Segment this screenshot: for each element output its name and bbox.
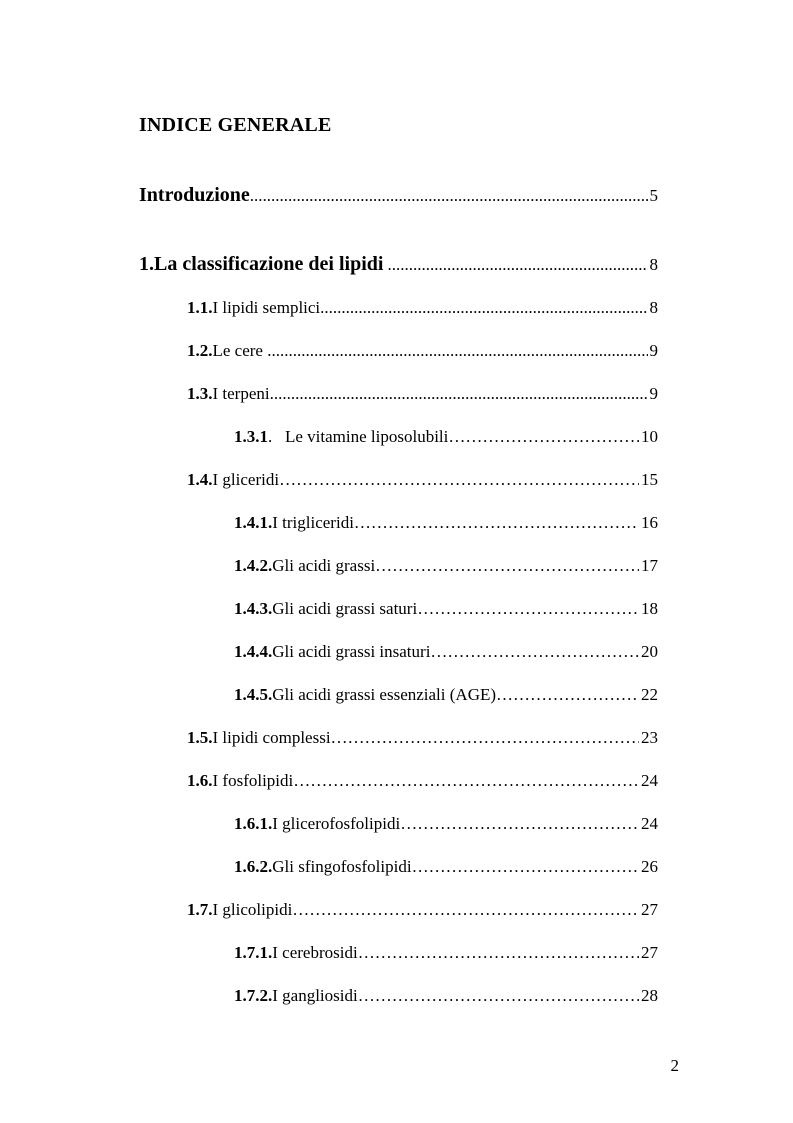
toc-label: I terpeni xyxy=(212,384,270,403)
toc-page: 8 xyxy=(649,298,658,317)
toc-entry[interactable] xyxy=(234,598,658,620)
toc-page: 24 xyxy=(641,814,658,833)
toc-number: 1.4.5. xyxy=(234,685,273,704)
toc-page: 27 xyxy=(641,943,658,962)
toc-label: Gli acidi grassi insaturi xyxy=(272,642,431,661)
toc-leader xyxy=(270,383,648,405)
toc-label: I lipidi complessi xyxy=(212,728,331,747)
toc-label: Gli acidi grassi saturi xyxy=(272,599,418,618)
toc-leader xyxy=(250,185,648,207)
toc-entry[interactable] xyxy=(187,469,658,491)
toc-number: 1.7. xyxy=(187,900,213,919)
toc-number: 1.6.2. xyxy=(234,857,273,876)
toc-label: Introduzione xyxy=(139,184,250,206)
toc-page: 9 xyxy=(649,384,658,403)
toc-leader xyxy=(375,555,639,577)
toc-number: 1.4.1. xyxy=(234,513,273,532)
toc-entry-introduzione[interactable] xyxy=(139,184,658,207)
toc-number: 1.1. xyxy=(187,298,213,317)
toc-leader xyxy=(448,426,639,448)
toc-entry[interactable] xyxy=(187,770,658,792)
toc-leader xyxy=(293,770,639,792)
toc-label: I gangliosidi xyxy=(272,986,358,1005)
toc-number: 1.4. xyxy=(187,470,213,489)
toc-entry[interactable] xyxy=(234,512,658,534)
toc-label: I gliceridi xyxy=(212,470,280,489)
toc-label: La classificazione dei lipidi xyxy=(154,253,384,275)
toc-label: I glicolipidi xyxy=(212,900,293,919)
toc-page: 20 xyxy=(641,642,658,661)
page-number: 2 xyxy=(670,1056,679,1075)
toc-page: 22 xyxy=(641,685,658,704)
toc-entry[interactable] xyxy=(187,727,658,749)
toc-leader xyxy=(417,598,639,620)
toc-page: 9 xyxy=(649,341,658,360)
toc-number: 1.3. xyxy=(187,384,213,403)
toc-entry[interactable] xyxy=(187,899,658,921)
toc-number: 1.7.2. xyxy=(234,986,273,1005)
toc-leader xyxy=(354,512,639,534)
toc-page: 8 xyxy=(649,255,658,274)
toc-page: 17 xyxy=(641,556,658,575)
toc-number: 1.4.2. xyxy=(234,556,273,575)
toc-page: 23 xyxy=(641,728,658,747)
page-title: INDICE GENERALE xyxy=(139,114,332,136)
toc-leader xyxy=(358,985,639,1007)
toc-leader xyxy=(412,856,639,878)
toc-entry[interactable] xyxy=(234,942,658,964)
toc-page: 26 xyxy=(641,857,658,876)
toc-leader xyxy=(383,254,647,276)
toc-label: . Le vitamine liposolubili xyxy=(268,427,449,446)
toc-leader xyxy=(331,727,639,749)
toc-entry[interactable] xyxy=(234,641,658,663)
toc-number: 1. xyxy=(139,253,154,275)
toc-page: 15 xyxy=(641,470,658,489)
toc-entry[interactable] xyxy=(187,383,658,405)
toc-leader xyxy=(320,297,647,319)
toc-page: 10 xyxy=(641,427,658,446)
toc-label: I fosfolipidi xyxy=(212,771,294,790)
toc-page: 16 xyxy=(641,513,658,532)
toc-label: Gli acidi grassi xyxy=(272,556,376,575)
toc-entry[interactable] xyxy=(234,684,658,706)
toc-page: 24 xyxy=(641,771,658,790)
toc-entry[interactable] xyxy=(234,856,658,878)
toc-label: Gli sfingofosfolipidi xyxy=(272,857,412,876)
toc-page: 27 xyxy=(641,900,658,919)
toc-leader xyxy=(358,942,639,964)
toc-number: 1.3.1 xyxy=(234,427,268,446)
toc-label: Le cere xyxy=(212,341,268,360)
toc-entry[interactable] xyxy=(187,297,658,319)
toc-entry-chapter-1[interactable] xyxy=(139,253,658,276)
toc-leader xyxy=(267,340,647,362)
toc-page: 5 xyxy=(649,186,658,205)
toc-number: 1.4.4. xyxy=(234,642,273,661)
toc-number: 1.6.1. xyxy=(234,814,273,833)
toc-leader xyxy=(496,684,639,706)
toc-label: I glicerofosfolipidi xyxy=(272,814,401,833)
toc-page: 28 xyxy=(641,986,658,1005)
toc-entry[interactable] xyxy=(234,985,658,1007)
toc-entry[interactable] xyxy=(187,340,658,362)
toc-number: 1.5. xyxy=(187,728,213,747)
toc-entry[interactable] xyxy=(234,555,658,577)
toc-leader xyxy=(292,899,639,921)
toc-number: 1.7.1. xyxy=(234,943,273,962)
toc-entry[interactable] xyxy=(234,426,658,448)
toc-leader xyxy=(430,641,639,663)
toc-number: 1.4.3. xyxy=(234,599,273,618)
toc-entry[interactable] xyxy=(234,813,658,835)
toc-leader xyxy=(400,813,639,835)
toc-leader xyxy=(279,469,639,491)
toc-label: Gli acidi grassi essenziali (AGE) xyxy=(272,685,497,704)
toc-label: I cerebrosidi xyxy=(272,943,358,962)
toc-page: 18 xyxy=(641,599,658,618)
toc-number: 1.2. xyxy=(187,341,213,360)
toc-number: 1.6. xyxy=(187,771,213,790)
toc-label: I trigliceridi xyxy=(272,513,354,532)
toc-label: I lipidi semplici xyxy=(212,298,321,317)
